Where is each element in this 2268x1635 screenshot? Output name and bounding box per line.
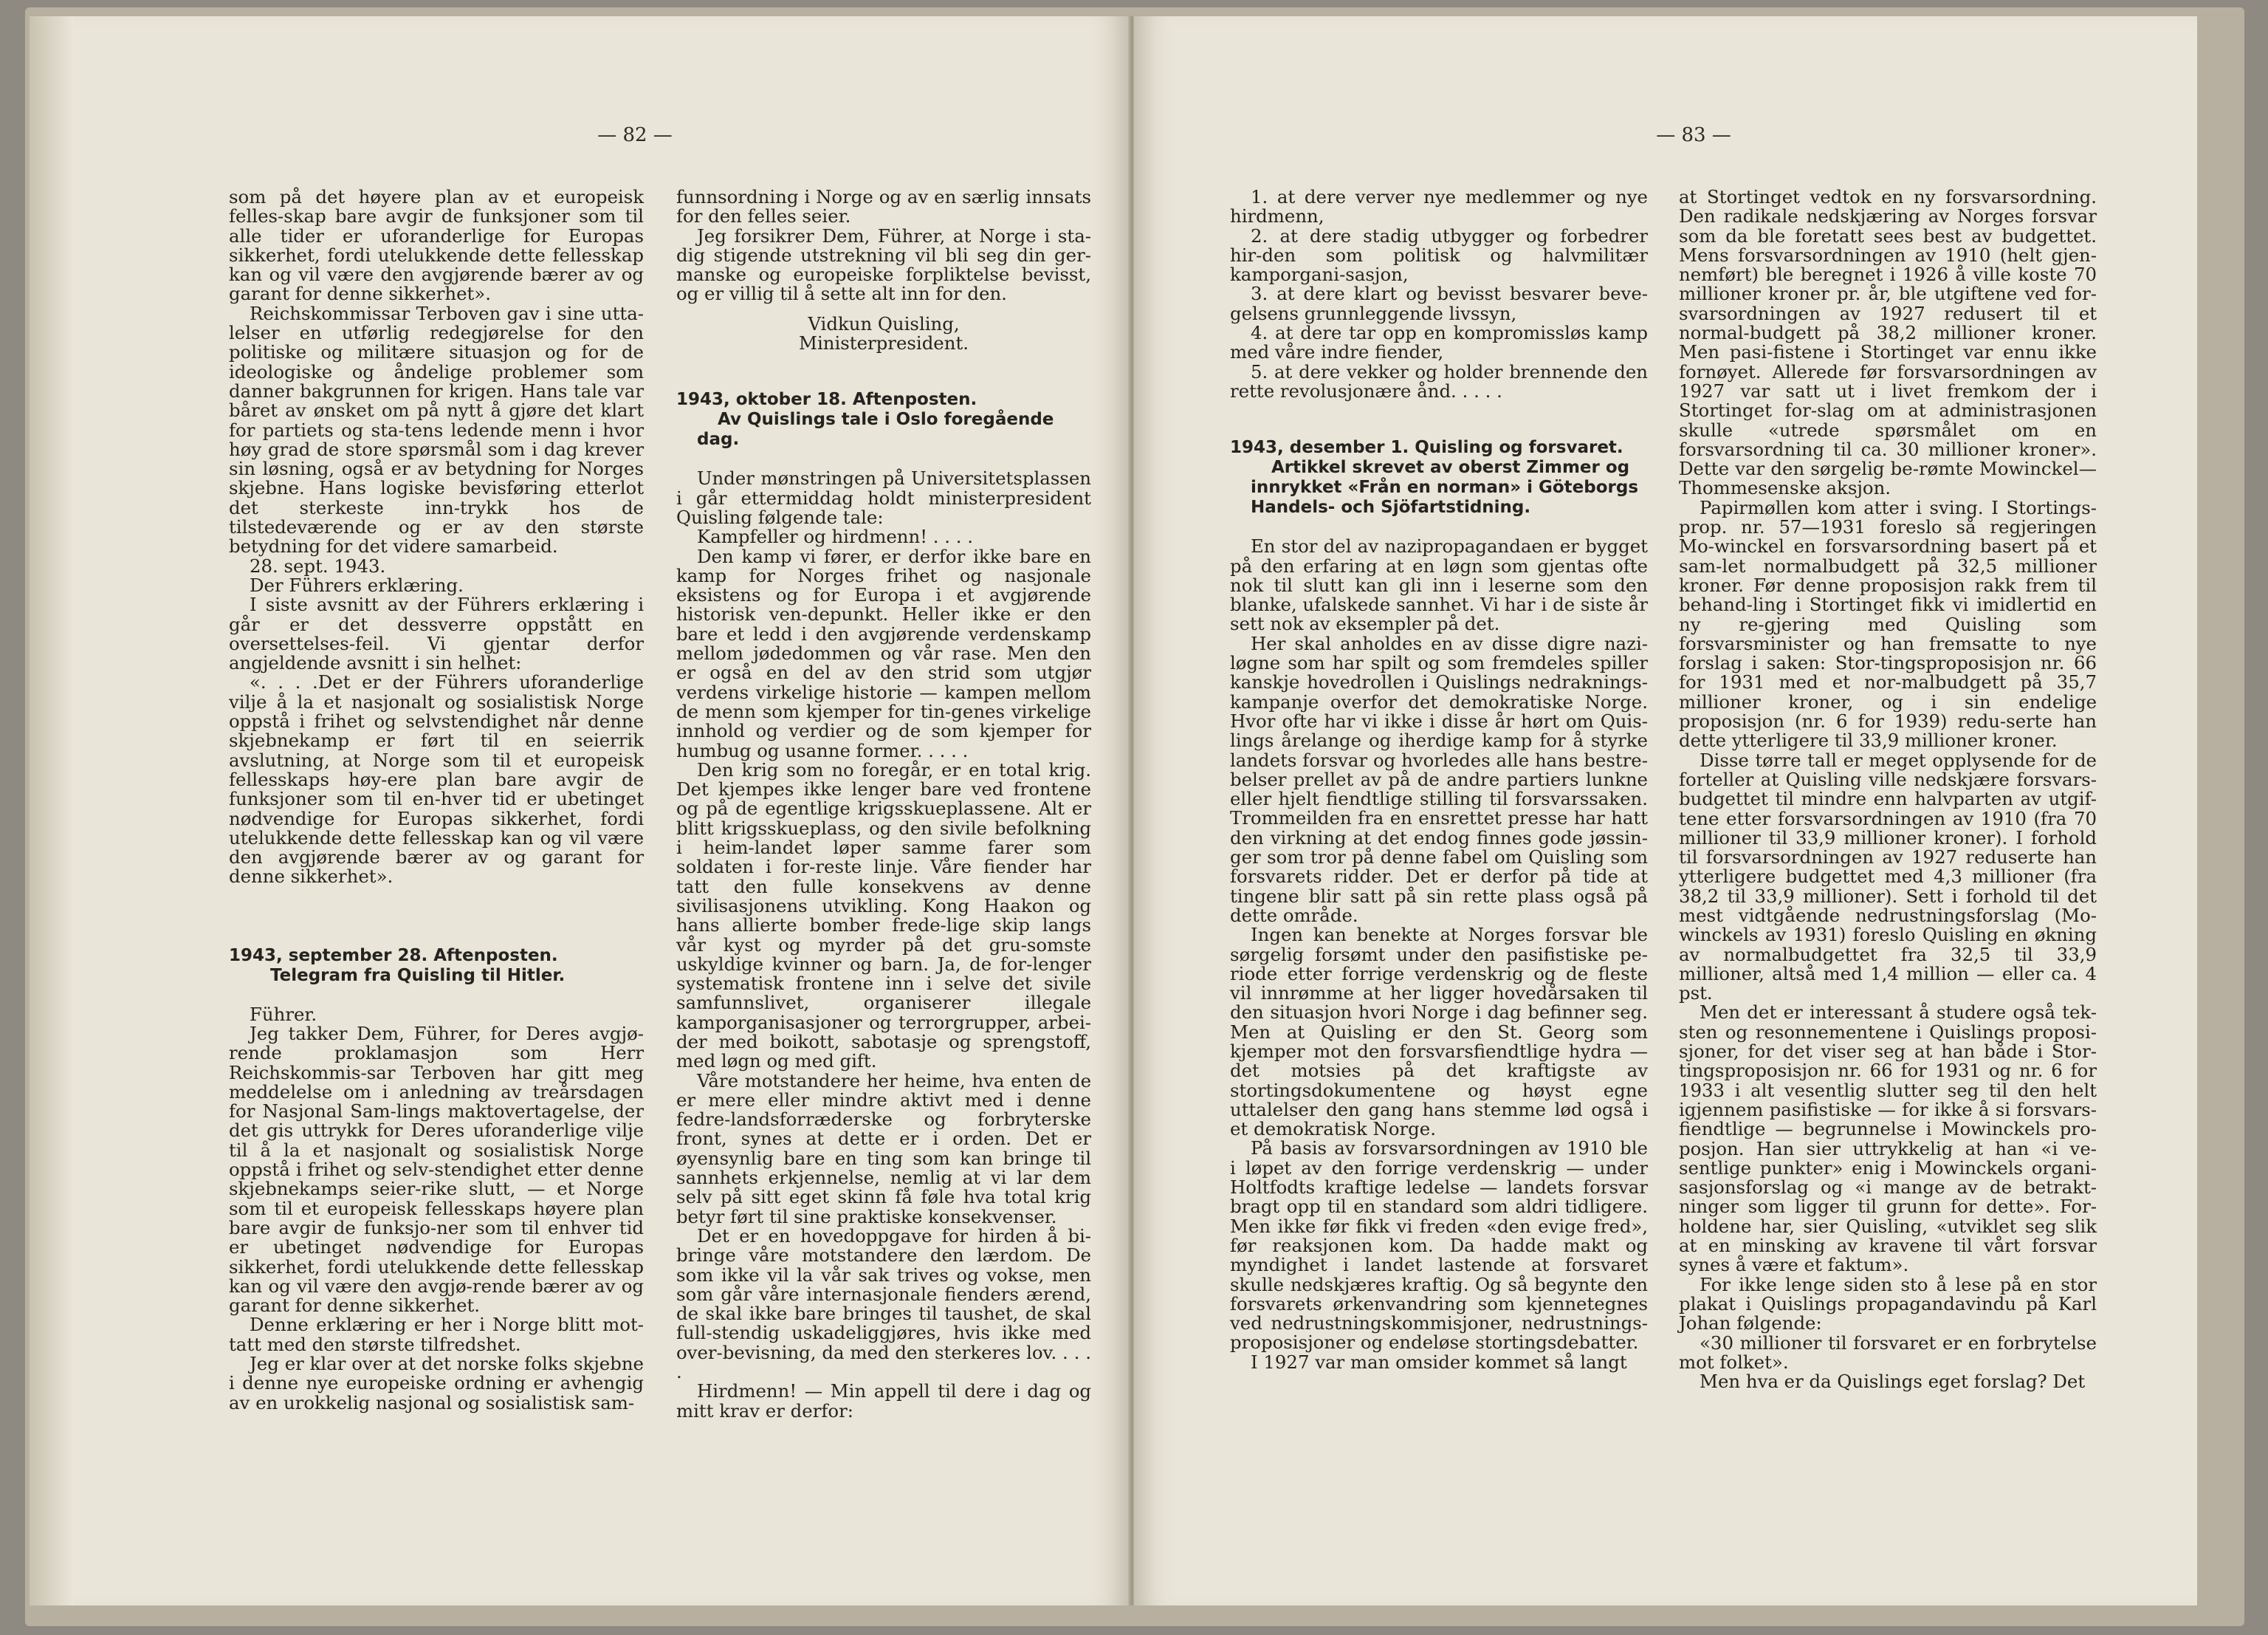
paragraph: Men hva er da Quislings eget forslag? Det bbox=[1700, 1371, 2086, 1393]
subheading-line: Der Führers erklæring. bbox=[250, 574, 464, 596]
paragraph: Men det er interessant å studere også tek-sten og resonnementene i Quislings proposi-sjoner, for det viser seg at han både i Stor-tingsproposisjon nr. 66 for 1931 og nr. 6 for 1933 i alt vesentlig slutter seg til den helt igjennem pasifistiske — for ikke å si forsvars-fiendtlige — begrunnelse i Mowinckels pro-posjon. Han sier uttrykkelig at han «i ve-sentlige punkter» enig i Mowinckels organi-sasjonsforslag og «i mange av de betrakt-ninger som ligger til grunn for dette». For-holdene har, sier Quisling, «utviklet seg slik at en minsking av kravene til vårt forsvar synes å være et faktum». bbox=[1679, 1001, 2097, 1276]
paragraph: funnsordning i Norge og av en særlig innsats for den felles seier. bbox=[676, 186, 1091, 227]
date-line: 28. sept. 1943. bbox=[250, 555, 386, 577]
section-heading: 1943, september 28. Aftenposten. bbox=[229, 945, 558, 965]
paragraph: Denne erklæring er her i Norge blitt mot-tatt med den største tilfredshet. bbox=[229, 1314, 644, 1355]
list-item: 4. at dere tar opp en kompromissløs kamp med våre indre fiender, bbox=[1230, 322, 1648, 363]
section-heading: 1943, desember 1. Quisling og forsvaret. bbox=[1230, 438, 1623, 458]
paragraph: Disse tørre tall er meget opplysende for de forteller at Quisling ville nedskjære forsvars-budgettet til mindre enn halvparten av utgif-tene etter forsvarsordningen av 1910 (fra 70 millioner til 33,9 millioner kroner). I forhold til forsvarsordningen av 1927 reduserte han ytterligere budgettet med 4,3 millioner (fra 38,2 til 33,9 millioner). Sett i forhold til det mest vidtgående nedrustningsforslag (Mo-winckels av 1931) foreslo Quisling en økning av normalbudgettet fra 32,5 til 33,9 millioner, altså med 1,4 million — eller ca. 4 pst. bbox=[1679, 749, 2097, 1004]
paragraph: Den kamp vi fører, er derfor ikke bare en kamp for Norges frihet og nasjonale eksistens og for Europa i et avgjørende historisk ven-depunkt. Heller ikke er den bare et ledd i den avgjørende verdenskamp mellom jødedommen og vår rase. Men den er også en del av den strid som utgjør verdens virkelige historie — kampen mellom de menn som kjemper for tin-genes virkelige innhold og verdier og de som kjemper for humbug og usanne former. . . . . bbox=[676, 545, 1091, 761]
left-page bbox=[30, 16, 1130, 1605]
quotation: «. . . .Det er der Führers uforanderlige vilje å la et nasjonalt og sosialistisk Norge oppstå i frihet og selvstendighet når denne skjebnekamp er ført til en seierrik avslutning, at Norge som til et europeisk fellesskaps høy-ere plan bare avgir de funksjoner som til en-hver tid er ubetinget nødvendige for Europas sikkerhet, fordi utelukkende dette fellesskap kan og vil være den avgjørende bærer av og garant for denne sikkerhet». bbox=[229, 671, 644, 888]
paragraph: Jeg er klar over at det norske folks skjebne i denne nye europeiske ordning er avhengig av en urokkelig nasjonal og sosialistisk sam- bbox=[229, 1353, 644, 1413]
paragraph: Jeg takker Dem, Führer, for Deres avgjø-rende proklamasjon som Herr Reichskommis-sar Terboven har gitt meg meddelelse om i anledning av treårsdagen for Nasjonal Sam-lings maktovertagelse, der det gis uttrykk for Deres uforanderlige vilje til å la et nasjonalt og sosialistisk Norge oppstå i frihet og selv-stendighet etter denne skjebnekamps seier-rike slutt, — et Norge som til et europeisk fellesskaps høyere plan bare avgir de funksjo-ner som til enhver tid er ubetinget nødvendige for Europas sikkerhet, fordi utelukkende dette fellesskap kan og vil være den avgjø-rende bærer av og garant for denne sikkerhet. bbox=[229, 1022, 644, 1317]
paragraph: at Stortinget vedtok en ny forsvarsordning. Den radikale nedskjæring av Norges forsvar som da ble foretatt sees best av budgettet. Mens forsvarsordningen av 1910 (helt gjen-nemført) ble beregnet i 1926 å ville koste 70 millioner kroner pr. år, ble utgiftene ved for-svarsordningen av 1927 redusert til et normal-budgett på 38,2 millioner kroner. Men pasi-fistene i Stortinget var ennu ikke fornøyet. Allerede før forsvarsordningen av 1927 var satt ut i livet fremkom der i Stortinget for-slag om at administrasjonen skulle «utrede spørsmålet om en forsvarsordning til ca. 30 millioner kroner». Dette var den sørgelig be-rømte Mowinckel—Thommesenske aksjon. bbox=[1679, 186, 2097, 499]
right-page-column-2 bbox=[1679, 188, 2097, 1391]
paragraph: Kampfeller og hirdmenn! . . . . bbox=[697, 526, 974, 548]
salutation: Führer. bbox=[250, 1003, 317, 1025]
paragraph: Det er en hovedoppgave for hirden å bi-bringe våre motstandere den lærdom. De som ikke vil la vår sak trives og vokse, men som går våre internasjonale fienders ærend, de skal ikke bare bringes til taushet, de skal full-stendig uskadeliggjøres, hvis ikke med over-bevisning, da med den sterkeres lov. . . . . bbox=[676, 1224, 1091, 1383]
paragraph: Reichskommissar Terboven gav i sine utta-lelser en utførlig redegjørelse for den politiske og militære situasjon og for de ideologiske og åndelige problemer som danner bakgrunnen for krigen. Hans tale var båret av ønsket om på nytt å gjøre det klart for partiets og sta-tens ledende menn i hvor høy grad de store spørsmål som i dag krever sin løsning, også er av betydning for Norges skjebne. Hans logiske bevisføring etterlot det sterkeste inn-trykk hos de tilstedeværende og er av den største betydning for det videre samarbeid. bbox=[229, 302, 644, 558]
list-item: 1. at dere verver nye medlemmer og nye hirdmenn, bbox=[1230, 186, 1648, 227]
list-item: 3. at dere klart og bevisst besvarer beve-gelsens grunnleggende livssyn, bbox=[1230, 283, 1648, 324]
paragraph: Våre motstandere her heime, hva enten de er mere eller mindre aktivt med i denne fedre-landsforræderske og forbryterske front, synes at dette er i orden. Det er øyensynlig bare en ting som kan bringe til sannhets erkjennelse, nemlig at vi lar dem selv på sitt eget skinn få føle hva total krig betyr ført til sine praktiske konsekvenser. bbox=[676, 1069, 1091, 1227]
paragraph: Ingen kan benekte at Norges forsvar ble sørgelig forsømt under den pasifistiske pe-riode etter forrige verdenskrig og de fleste vil innrømme at her ligger hovedårsaken til den situasjon hvori Norge i dag befinner seg. Men at Quisling er den St. Georg som kjemper mot den forsvarsfiendtlige hydra — det motsies på det kraftigste av stortingsdokumentene og høyst egne uttalelser den gang hans stemme lød også i et demokratisk Norge. bbox=[1230, 924, 1648, 1140]
paragraph: Den krig som no foregår, er en total krig. Det kjempes ikke lenger bare ved frontene og på de egentlige krigsskueplassene. Alt er blitt krigsskueplass, og den sivile befolkning i heim-landet løper samme farer som soldaten i for-reste linje. Våre fiender har tatt den fulle konsekvens av denne sivilisasjonens utvikling. Kong Haakon og hans allierte bomber frede-lige skip langs vår kyst og myrder på det gru-somste uskyldige kvinner og barn. Ja, de for-lenger systematisk frontene inn i selve det sivile samfunnslivet, organiserer illegale kamporganisasjoner og terrorgrupper, arbei-der med boikott, sabotasje og sprengstoff, med løgn og med gift. bbox=[676, 758, 1091, 1072]
signature-name: Vidkun Quisling, bbox=[808, 312, 960, 335]
section-subheading: Artikkel skrevet av oberst Zimmer og innrykket «Från en norman» i Göteborgs Handels- och Sjöfartstidning. bbox=[1251, 458, 1639, 518]
page-number: — 83 — bbox=[1656, 124, 1731, 146]
paragraph: Her skal anholdes en av disse digre nazi-løgne som har spilt og som fremdeles spiller kanskje hovedrollen i Quislings nedraknings-kampanje overfor det demokratiske Norge. Hvor ofte har vi ikke i disse år hørt om Quis-lings årelange og iherdige kamp for å styrke landets forsvar og hvorledes alle hans bestre-belser prellet av på de andre partiers lunkne eller hjelt fiendtlige stilling til forsvarssaken. Trommeilden fra en ensrettet presse har hatt den virkning at det endog finnes gode jøssin-ger som tror på denne fabel om Quisling som forsvarets ridder. Det er derfor på tide at tingene blir satt på sin rette plass også på dette område. bbox=[1230, 632, 1648, 926]
page-number: — 82 — bbox=[597, 124, 673, 146]
paragraph: På basis av forsvarsordningen av 1910 ble i løpet av den forrige verdenskrig — under Holtfodts kraftige ledelse — landets forsvar bragt opp til en standard som aldri tidligere. Men ikke før fikk vi freden «den evige fred», før reaksjonen kom. Da hadde makt og myndighet i landet lastende at forsvaret skulle nedskjæres kraftig. Og så begynte den forsvarets ørkenvandring som kjennetegnes ved nedrustningskommisjoner, nedrustnings-proposisjoner og endeløse stortingsdebatter. bbox=[1230, 1137, 1648, 1354]
paragraph: Jeg forsikrer Dem, Führer, at Norge i sta-dig stigende utstrekning vil bli seg din ger-manske og europeiske forpliktelse bevisst, og er villig til å sette alt inn for den. bbox=[676, 224, 1091, 305]
paragraph: I siste avsnitt av der Führers erklæring i går er det dessverre oppstått en oversettelses-feil. Vi gjentar derfor angjeldende avsnitt i sin helhet: bbox=[229, 594, 644, 674]
left-page-column-1 bbox=[229, 188, 644, 1413]
paragraph: Papirmøllen kom atter i sving. I Stortings-prop. nr. 57—1931 foreslo så regjeringen Mo-winckel en forsvarsordning basert på et sam-let normalbudgett på 32,5 millioner kroner. Før denne proposisjon rakk frem til behand-ling i Stortinget fikk vi imidlertid en ny re-gjering med Quisling som forsvarsminister og han fremsatte to nye forslag i saken: Stor-tingsproposisjon nr. 66 for 1931 med et nor-malbudgett på 35,7 millioner kroner, og i sin endelige proposisjon (nr. 6 for 1939) redu-serte han dette ytterligere til 33,9 millioner kroner. bbox=[1679, 496, 2097, 752]
right-page bbox=[1134, 16, 2197, 1605]
list-item: 2. at dere stadig utbygger og forbedrer hir-den som politisk og halvmilitær kamporgani-sasjon, bbox=[1230, 224, 1648, 286]
paragraph: For ikke lenge siden sto å lese på en stor plakat i Quislings propagandavindu på Karl Johan følgende: bbox=[1679, 1273, 2097, 1334]
paragraph: som på det høyere plan av et europeisk felles-skap bare avgir de funksjoner som til alle tider er uforanderlige for Europas sikkerhet, fordi utelukkende dette fellesskap kan og vil være den avgjørende bærer av og garant for denne sikkerhet». bbox=[229, 186, 644, 305]
right-page-column-1 bbox=[1230, 188, 1648, 1372]
list-item: 5. at dere vekker og holder brennende den rette revolusjonære ånd. . . . . bbox=[1230, 360, 1648, 402]
section-subheading: Telegram fra Quisling til Hitler. bbox=[270, 965, 566, 985]
signature-title: Ministerpresident. bbox=[798, 332, 969, 354]
left-page-column-2 bbox=[676, 188, 1091, 1421]
paragraph: Under mønstringen på Universitetsplassen i går ettermiddag holdt ministerpresident Quisling følgende tale: bbox=[676, 467, 1091, 528]
paragraph: En stor del av nazipropagandaen er bygget på den erfaring at en løgn som gjentas ofte nok til slutt kan gli inn i leserne som den blanke, ufalskede sannhet. Vi har i de siste år sett nok av eksempler på det. bbox=[1230, 535, 1648, 635]
paragraph: I 1927 var man omsider kommet så langt bbox=[1251, 1351, 1627, 1373]
section-subheading: Av Quislings tale i Oslo foregående dag. bbox=[697, 410, 1054, 450]
paragraph: Hirdmenn! — Min appell til dere i dag og mitt krav er derfor: bbox=[676, 1380, 1091, 1422]
quotation: «30 millioner til forsvaret er en forbrytelse mot folket». bbox=[1679, 1331, 2097, 1373]
section-heading: 1943, oktober 18. Aftenposten. bbox=[676, 390, 977, 410]
